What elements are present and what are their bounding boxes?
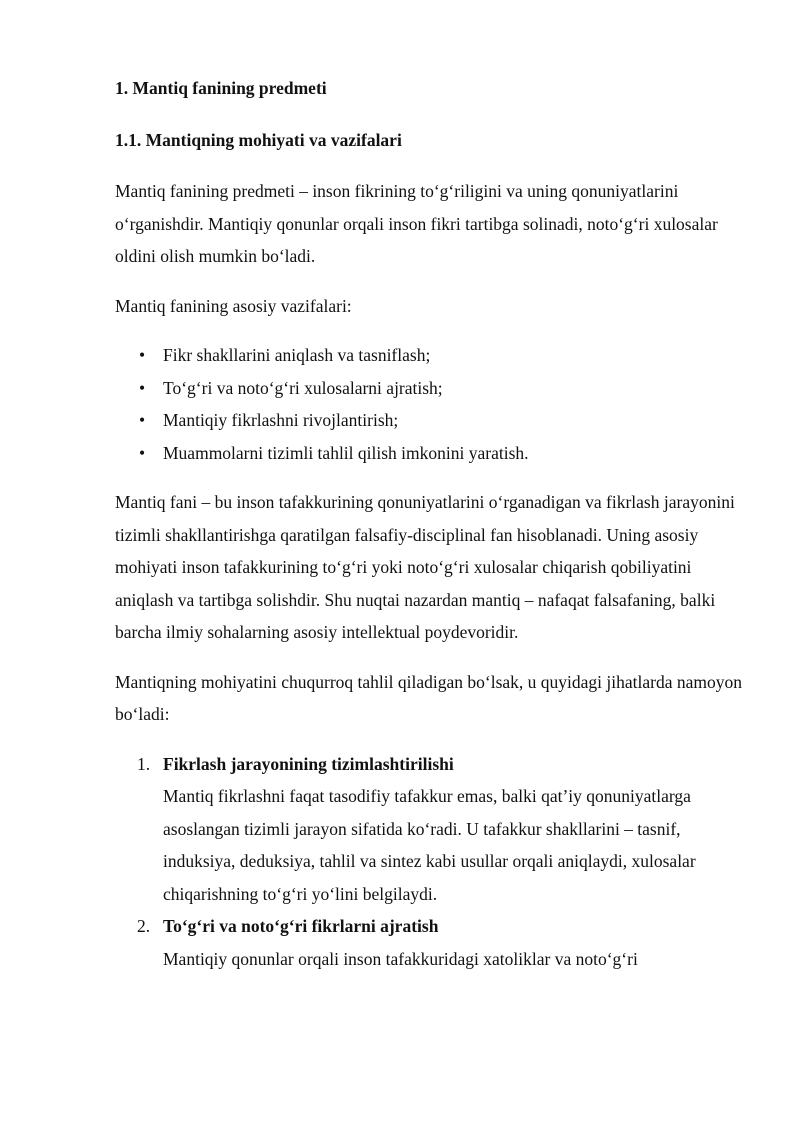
bullet-icon: •	[139, 345, 146, 365]
item-number: 1.	[137, 753, 151, 774]
paragraph-4: Mantiqning mohiyatini chuqurroq tahlil qiladigan bo‘lsak, u quyidagi jihatlarda namoyon bo‘ladi:	[115, 671, 742, 724]
item-body: Mantiq fikrlashni faqat tasodifiy tafakkur emas, balki qat’iy qonuniyatlarga asoslangan tizimli jarayon sifatida ko‘radi. U tafakkur shakllarini – tasnif, induksiya, deduksiya, tahlil va sintez kabi usullar orqali aniqlaydi, xulosalar chiqarishning to‘g‘ri yo‘lini belgilaydi.	[163, 786, 696, 904]
heading-1: 1. Mantiq fanining predmeti	[115, 78, 327, 98]
list-item-text: Fikr shakllarini aniqlash va tasniflash;	[163, 345, 431, 365]
list-item-text: Mantiqiy fikrlashni rivojlantirish;	[163, 410, 399, 430]
paragraph-1: Mantiq fanining predmeti – inson fikrining to‘g‘riligini va uning qonuniyatlarini o‘rganishdir. Mantiqiy qonunlar orqali inson fikri tartibga solinadi, noto‘g‘ri xulosalar oldini olish mumkin bo‘ladi.	[115, 181, 718, 266]
paragraph-3: Mantiq fani – bu inson tafakkurining qonuniyatlarini o‘rganadigan va fikrlash jarayonini tizimli shakllantirishga qaratilgan falsafiy-disciplinal fan hisoblanadi. Uning asosiy mohiyati inson tafakkurining to‘g‘ri yoki noto‘g‘ri xulosalar chiqarish qobiliyatini aniqlash va tartibga solishdir. Shu nuqtai nazardan mantiq – nafaqat falsafaning, balki barcha ilmiy sohalarning asosiy intellektual poydevoridir.	[115, 492, 735, 642]
bullet-icon: •	[139, 377, 146, 398]
paragraph-2: Mantiq fanining asosiy vazifalari:	[115, 295, 352, 316]
list-item	[115, 339, 745, 372]
list-item	[115, 404, 745, 437]
item-body: Mantiqiy qonunlar orqali inson tafakkuridagi xatoliklar va noto‘g‘ri	[163, 948, 638, 969]
tasks-list	[115, 339, 745, 469]
list-item-text: Muammolarni tizimli tahlil qilish imkonini yaratish.	[163, 442, 529, 463]
list-item-text: To‘g‘ri va noto‘g‘ri xulosalarni ajratish;	[163, 377, 443, 398]
item-title: Fikrlash jarayonining tizimlashtirilishi	[163, 753, 454, 774]
aspects-list	[115, 748, 745, 976]
bullet-icon: •	[139, 410, 146, 430]
document-page	[115, 72, 745, 975]
item-number: 2.	[137, 916, 151, 936]
numbered-item	[115, 748, 745, 911]
item-title: To‘g‘ri va noto‘g‘ri fikrlarni ajratish	[163, 916, 439, 936]
list-item	[115, 372, 745, 405]
bullet-icon: •	[139, 442, 146, 463]
numbered-item	[115, 910, 745, 975]
list-item	[115, 437, 745, 470]
heading-2: 1.1. Mantiqning mohiyati va vazifalari	[115, 129, 402, 150]
